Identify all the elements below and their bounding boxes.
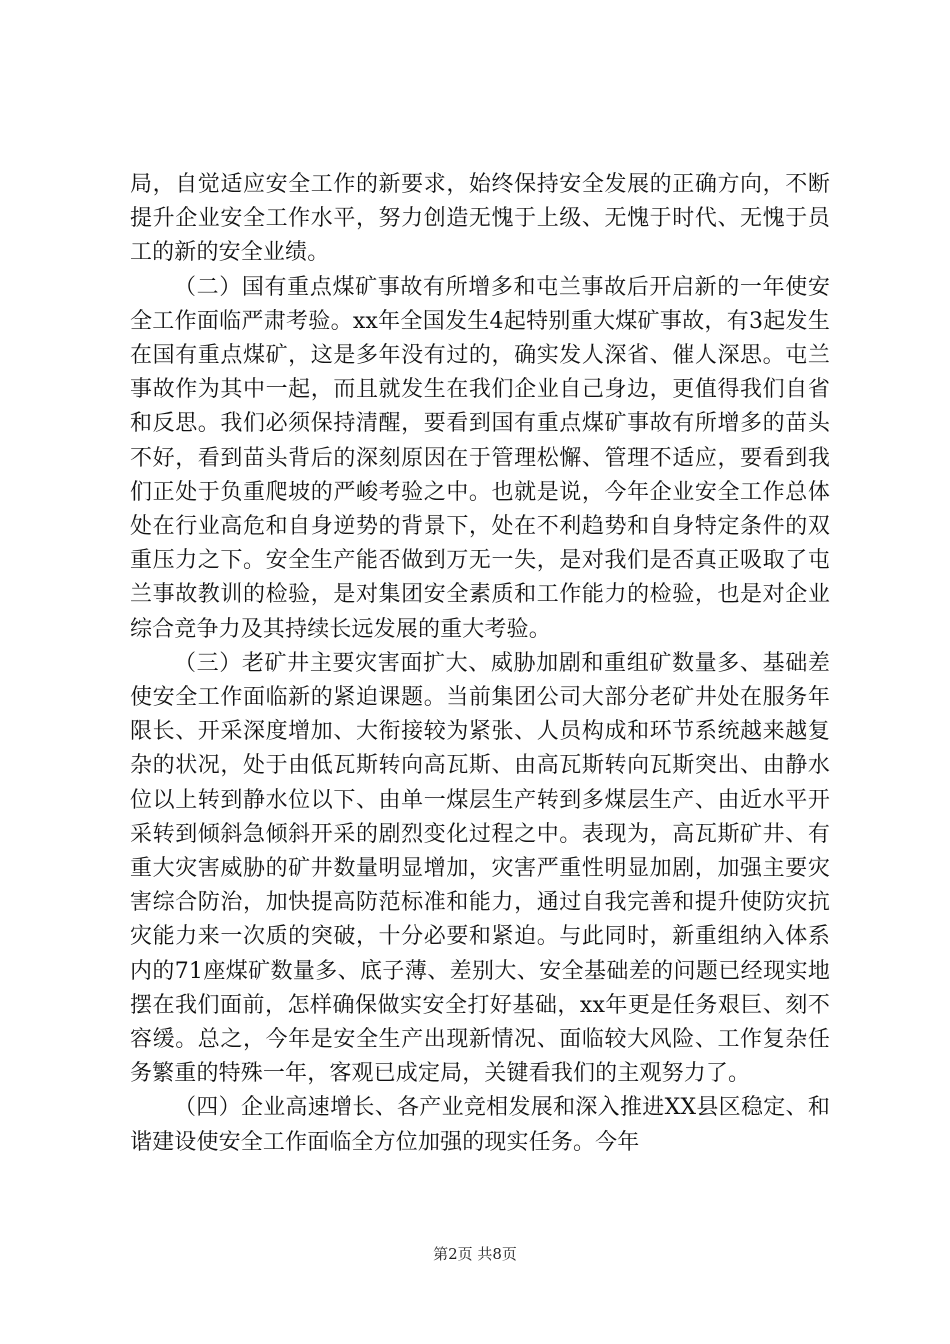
paragraph-section-4: （四）企业高速增长、各产业竞相发展和深入推进XX县区稳定、和谐建设使安全工作面临全方位加强的现实任务。今年 (130, 1095, 830, 1155)
paragraph-section-3: （三）老矿井主要灾害面扩大、威胁加剧和重组矿数量多、基础差使安全工作面临新的紧迫课题。当前集团公司大部分老矿井处在服务年限长、开采深度增加、大衔接较为紧张、人员构成和环节系统越来越复杂的状况，处于由低瓦斯转向高瓦斯、由高瓦斯转向瓦斯突出、由静水位以上转到静水位以下、由单一煤层生产转到多煤层生产、由近水平开采转到倾斜急倾斜开采的剧烈变化过程之中。表现为，高瓦斯矿井、有重大灾害威胁的矿井数量明显增加，灾害严重性明显加剧，加强主要灾害综合防治，加快提高防范标准和能力，通过自我完善和提升使防灾抗灾能力来一次质的突破，十分必要和紧迫。与此同时，新重组纳入体系内的71座煤矿数量多、底子薄、差别大、安全基础差的问题已经现实地摆在我们面前，怎样确保做实安全打好基础，xx年更是任务艰巨、刻不容缓。总之，今年是安全生产出现新情况、面临较大风险、工作复杂任务繁重的特殊一年，客观已成定局，关键看我们的主观努力了。 (130, 650, 830, 1087)
paragraph-section-2: （二）国有重点煤矿事故有所增多和屯兰事故后开启新的一年使安全工作面临严肃考验。xx年全国发生4起特别重大煤矿事故，有3起发生在国有重点煤矿，这是多年没有过的，确实发人深省、催人深思。屯兰事故作为其中一起，而且就发生在我们企业自己身边，更值得我们自省和反思。我们必须保持清醒，要看到国有重点煤矿事故有所增多的苗头不好，看到苗头背后的深刻原因在于管理松懈、管理不适应，要看到我们正处于负重爬坡的严峻考验之中。也就是说，今年企业安全工作总体处在行业高危和自身逆势的背景下，处在不利趋势和自身特定条件的双重压力之下。安全生产能否做到万无一失，是对我们是否真正吸取了屯兰事故教训的检验，是对集团安全素质和工作能力的检验，也是对企业综合竞争力及其持续长远发展的重大考验。 (130, 274, 830, 642)
paragraph-continuation: 局，自觉适应安全工作的新要求，始终保持安全发展的正确方向，不断提升企业安全工作水平，努力创造无愧于上级、无愧于时代、无愧于员工的新的安全业绩。 (130, 172, 830, 266)
document-body (130, 168, 830, 1160)
page-number-footer: 第2页 共8页 (433, 1245, 517, 1263)
